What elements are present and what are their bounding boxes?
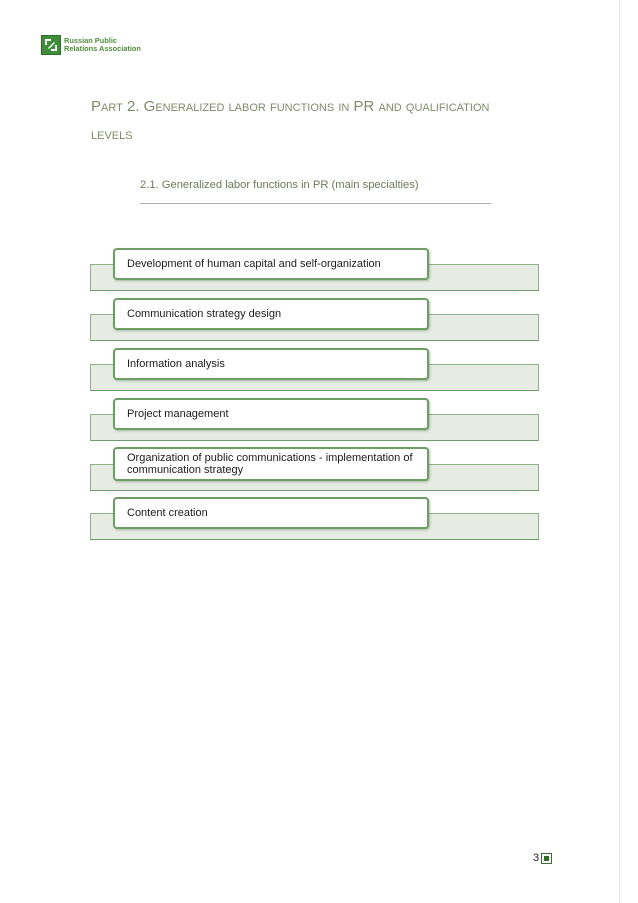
function-label: Information analysis xyxy=(127,357,225,370)
function-box xyxy=(113,348,429,380)
function-box xyxy=(113,497,429,529)
function-label: Content creation xyxy=(127,506,208,519)
rpra-logo xyxy=(41,33,141,57)
part-title: Part 2. Generalized labor functions in PR and qualification levels xyxy=(91,98,490,143)
logo-text xyxy=(64,37,141,54)
function-label: Development of human capital and self-organization xyxy=(127,257,381,270)
section-title: 2.1. Generalized labor functions in PR (main specialties) xyxy=(140,179,419,191)
function-label: Communication strategy design xyxy=(127,307,282,320)
function-label: Organization of public communications - implementation of communication strategy xyxy=(127,451,413,476)
function-box xyxy=(113,298,429,330)
section-divider xyxy=(140,203,491,204)
function-box xyxy=(113,447,429,481)
function-box xyxy=(113,248,429,280)
function-box xyxy=(113,398,429,430)
page-marker-icon xyxy=(541,853,552,864)
page-number-text: 3 xyxy=(533,852,540,864)
function-label: Project management xyxy=(127,407,229,420)
logo-line-1: Russian Public xyxy=(64,35,117,45)
rpra-logo-icon xyxy=(41,35,61,55)
logo-line-2: Relations Association xyxy=(64,44,141,53)
page-edge xyxy=(619,0,638,903)
page-number xyxy=(533,852,552,864)
